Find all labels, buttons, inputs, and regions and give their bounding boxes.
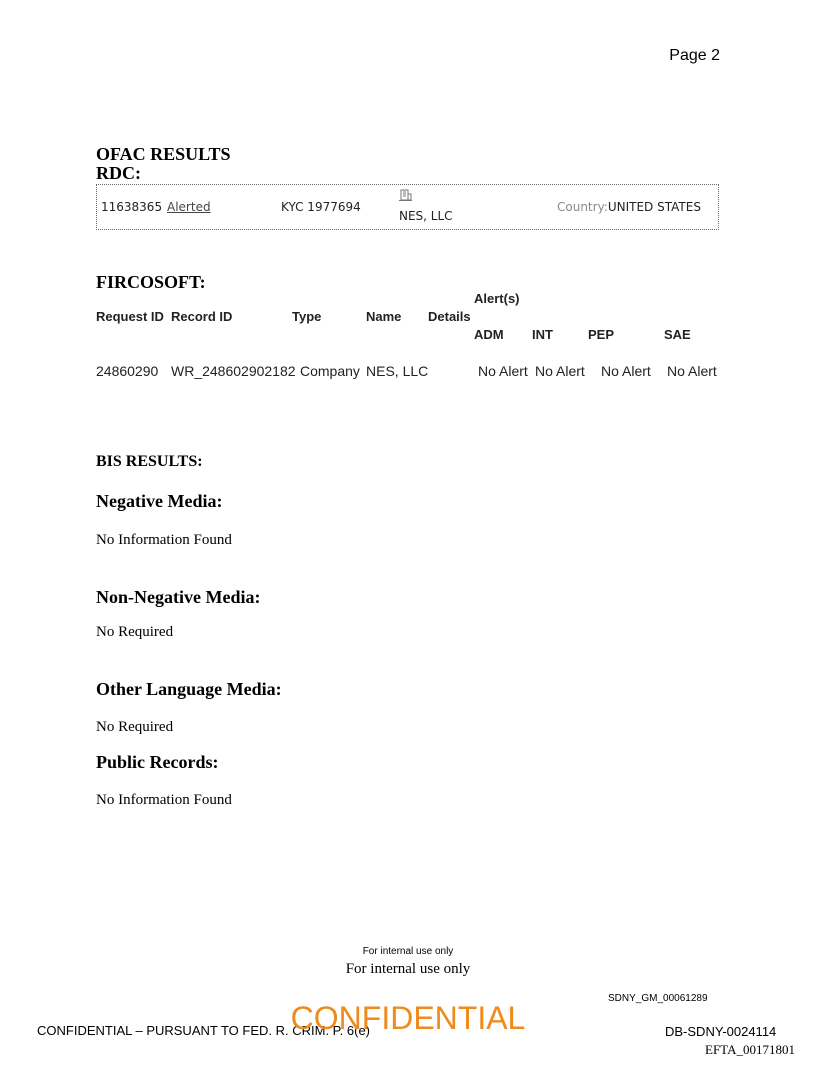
fircosoft-heading: FIRCOSOFT:: [96, 272, 206, 292]
rdc-result-row: [96, 184, 719, 230]
cell-int: No Alert: [535, 363, 585, 379]
cell-record-id: WR_248602902182: [171, 363, 296, 379]
bates-number-db: DB-SDNY-0024114: [665, 1024, 777, 1039]
rdc-country-value: UNITED STATES: [607, 200, 701, 214]
bis-results-heading: BIS RESULTS:: [96, 453, 203, 470]
negative-media-text: No Information Found: [96, 532, 232, 548]
header-name: Name: [366, 309, 402, 324]
cell-sae: No Alert: [667, 363, 717, 379]
header-sae: SAE: [664, 327, 691, 342]
non-negative-media-text: No Required: [96, 624, 174, 640]
negative-media-heading: Negative Media:: [96, 491, 223, 511]
other-language-media-heading: Other Language Media:: [96, 679, 282, 699]
rdc-alerted-link[interactable]: Alerted: [167, 200, 211, 214]
confidential-stamp: CONFIDENTIAL: [290, 1000, 526, 1036]
cell-adm: No Alert: [478, 363, 528, 379]
cell-request-id: 24860290: [96, 363, 159, 379]
rdc-id: 11638365: [101, 200, 163, 214]
header-adm: ADM: [474, 327, 504, 342]
building-icon: [399, 189, 412, 201]
header-details: Details: [428, 309, 471, 324]
other-language-media-text: No Required: [96, 719, 174, 735]
ofac-results-heading: OFAC RESULTS: [96, 144, 231, 164]
header-alerts: Alert(s): [474, 291, 520, 306]
cell-type: Company: [300, 363, 360, 379]
cell-pep: No Alert: [601, 363, 651, 379]
rdc-country-label: Country:: [557, 200, 608, 214]
header-type: Type: [292, 309, 322, 324]
efta-number: EFTA_00171801: [705, 1042, 795, 1057]
internal-use-note-small: For internal use only: [362, 946, 454, 957]
header-pep: PEP: [588, 327, 615, 342]
rdc-kyc: KYC 1977694: [281, 200, 361, 214]
cell-name: NES, LLC: [366, 363, 429, 379]
bates-number-gm: SDNY_GM_00061289: [608, 993, 708, 1004]
header-request-id: Request ID: [96, 309, 164, 324]
public-records-heading: Public Records:: [96, 752, 219, 772]
header-record-id: Record ID: [171, 309, 233, 324]
page-number: Page 2: [669, 47, 720, 64]
rdc-label: RDC:: [96, 163, 141, 183]
public-records-text: No Information Found: [96, 792, 232, 808]
confidential-notice: CONFIDENTIAL – PURSUANT TO FED. R. CRIM. P. 6(e): [37, 1023, 371, 1038]
internal-use-note: For internal use only: [345, 961, 471, 977]
rdc-entity-name: NES, LLC: [399, 209, 453, 223]
non-negative-media-heading: Non-Negative Media:: [96, 587, 261, 607]
header-int: INT: [532, 327, 553, 342]
